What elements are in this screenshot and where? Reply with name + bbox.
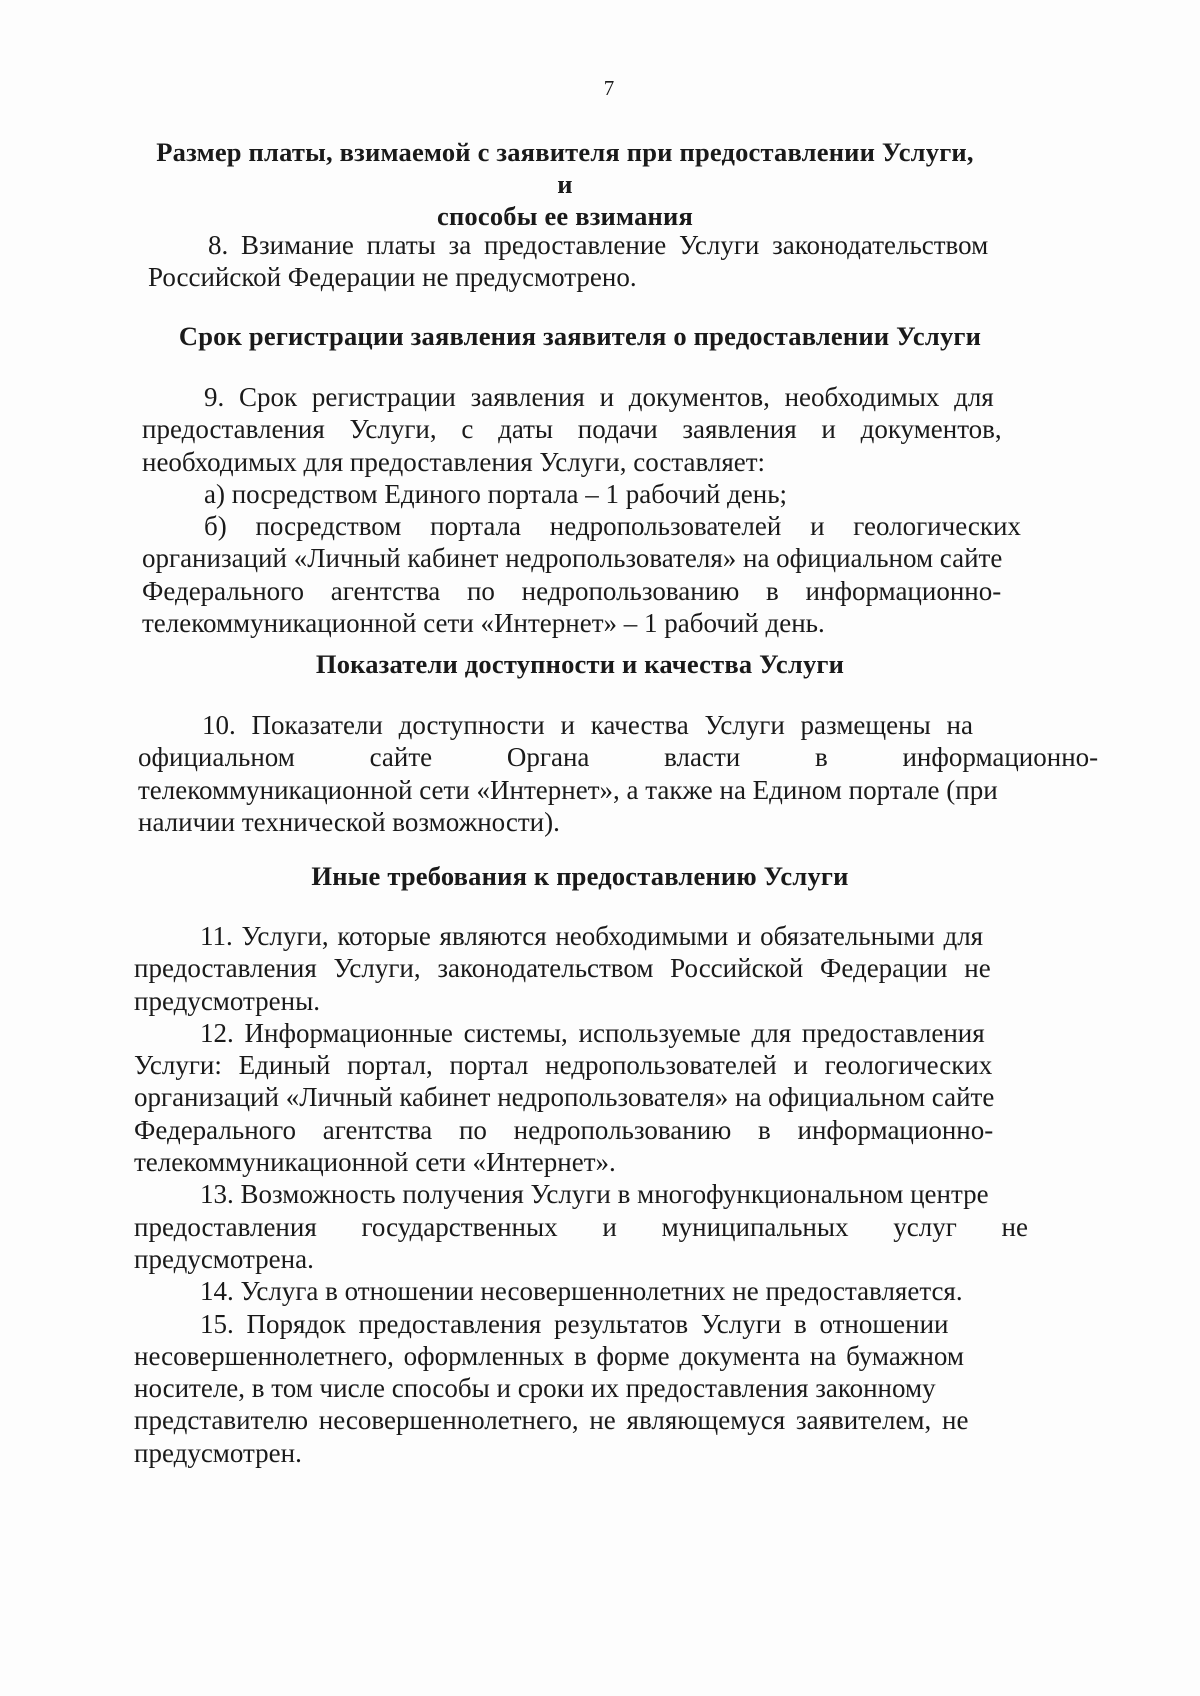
text-line: организаций «Личный кабинет недропользователя» на официальном сайте [134,1082,995,1113]
text-line: 11. Услуги, которые являются необходимыми и обязательными для [200,921,984,951]
text-line: официальном сайте Органа власти в информационно- [138,742,1099,773]
text-line: 9. Срок регистрации заявления и документов, необходимых для [204,382,994,412]
text-line: предоставления Услуги, с даты подачи заявления и документов, [142,414,1002,445]
section-heading-registration [150,320,1010,352]
text-line: а) посредством Единого портала – 1 рабочий день; [204,478,788,509]
section-heading-other [150,860,1010,892]
text-line: предусмотрена. [134,1243,314,1274]
text-line: б) посредством портала недропользователей и геологических [204,511,1021,542]
paragraphs-11-15 [134,920,1028,1469]
section-heading-quality [150,648,1010,680]
text-line: предоставления государственных и муниципальных услуг не [134,1211,1028,1242]
text-line: 14. Услуга в отношении несовершеннолетних не предоставляется. [200,1276,963,1307]
text-line: представителю несовершеннолетнего, не являющемуся заявителем, не [134,1405,969,1436]
text-line: предоставления Услуги, законодательством Российской Федерации не [134,953,991,984]
text-line: Российской Федерации не предусмотрено. [148,262,637,293]
text-line: организаций «Личный кабинет недропользователя» на официальном сайте [142,543,1003,574]
text-line: телекоммуникационной сети «Интернет», а также на Едином портале (при [138,774,998,805]
page-number: 7 [603,76,615,100]
text-line: телекоммуникационной сети «Интернет». [134,1147,616,1178]
text-line: Услуги: Единый портал, портал недропользователей и геологических [134,1050,993,1081]
text-line: Федерального агентства по недропользованию в информационно- [134,1114,994,1145]
heading-line: Размер платы, взимаемой с заявителя при предоставлении Услуги, и [156,137,974,199]
heading-line: способы ее взимания [436,201,694,231]
text-line: 13. Возможность получения Услуги в многофункциональном центре [200,1179,989,1210]
text-line: несовершеннолетнего, оформленных в форме документа на бумажном [134,1340,964,1371]
line-text: 8. Взимание платы за предоставление Услуги законодательством [208,230,989,260]
paragraph-9 [142,381,1021,639]
paragraph-10 [138,709,1099,838]
text-line: 10. Показатели доступности и качества Услуги размещены на [202,710,973,740]
heading-line: Иные требования к предоставлению Услуги [311,861,849,891]
text-line [148,229,989,261]
paragraph-8 [148,229,989,294]
text-line: телекоммуникационной сети «Интернет» – 1 рабочий день. [142,608,825,639]
heading-line: Срок регистрации заявления заявителя о предоставлении Услуги [178,321,982,351]
text-line: 12. Информационные системы, используемые для предоставления [200,1017,985,1048]
text-line: предусмотрен. [134,1437,302,1468]
heading-line: Показатели доступности и качества Услуги [315,649,845,679]
text-line: предусмотрены. [134,985,320,1016]
section-heading-fee [150,136,980,232]
text-line: необходимых для предоставления Услуги, составляет: [142,446,766,477]
text-line: наличии технической возможности). [138,806,560,837]
text-line: Федерального агентства по недропользованию в информационно- [142,575,1002,606]
text-line: 15. Порядок предоставления результатов Услуги в отношении [200,1308,949,1339]
text-line: носителе, в том числе способы и сроки их предоставления законному [134,1373,936,1404]
